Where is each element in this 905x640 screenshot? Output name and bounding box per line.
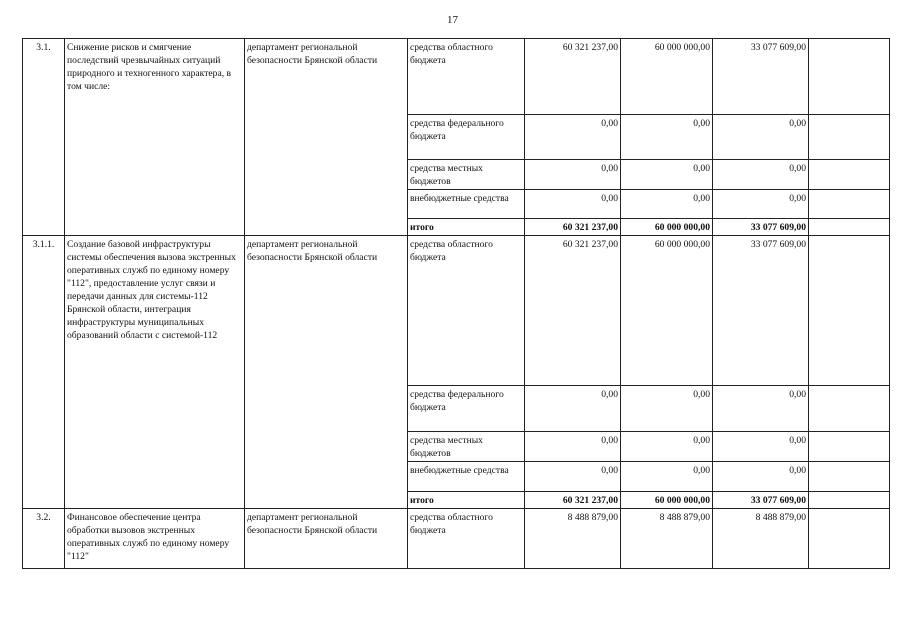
item-number: 3.1.1. xyxy=(23,236,65,509)
amount-cell: 0,00 xyxy=(713,432,809,462)
amount-cell: 33 077 609,00 xyxy=(713,236,809,386)
empty-cell xyxy=(809,160,890,190)
total-label: итого xyxy=(408,492,525,509)
amount-cell: 33 077 609,00 xyxy=(713,39,809,115)
funding-source: средства областного бюджета xyxy=(408,236,525,386)
amount-cell: 0,00 xyxy=(713,160,809,190)
item-executor: департамент региональной безопасности Брянской области xyxy=(245,236,408,509)
funding-source: внебюджетные средства xyxy=(408,462,525,492)
funding-source: средства местных бюджетов xyxy=(408,160,525,190)
amount-cell: 0,00 xyxy=(525,432,621,462)
amount-cell: 0,00 xyxy=(621,386,713,432)
amount-cell: 0,00 xyxy=(525,115,621,160)
amount-cell: 60 321 237,00 xyxy=(525,39,621,115)
item-executor: департамент региональной безопасности Брянской области xyxy=(245,39,408,236)
total-amount: 60 321 237,00 xyxy=(525,492,621,509)
budget-table xyxy=(22,38,890,569)
total-amount: 33 077 609,00 xyxy=(713,492,809,509)
total-amount: 60 321 237,00 xyxy=(525,219,621,236)
empty-cell xyxy=(809,115,890,160)
total-label: итого xyxy=(408,219,525,236)
table-row xyxy=(23,509,890,569)
table-row xyxy=(23,39,890,115)
item-name: Создание базовой инфраструктуры системы обеспечения вызова экстренных оперативных служб по единому номеру "112", предоставление услуг связи и передачи данных для системы-112 Брянской области, интеграция инфраструктуры муниципальных образований области с системой-112 xyxy=(65,236,245,509)
amount-cell: 0,00 xyxy=(713,386,809,432)
amount-cell: 0,00 xyxy=(621,462,713,492)
empty-cell xyxy=(809,462,890,492)
amount-cell: 0,00 xyxy=(713,462,809,492)
page-number: 17 xyxy=(447,14,458,26)
amount-cell: 60 000 000,00 xyxy=(621,39,713,115)
table-row xyxy=(23,236,890,386)
amount-cell: 60 000 000,00 xyxy=(621,236,713,386)
amount-cell: 8 488 879,00 xyxy=(713,509,809,569)
item-number: 3.1. xyxy=(23,39,65,236)
item-number: 3.2. xyxy=(23,509,65,569)
total-amount: 60 000 000,00 xyxy=(621,219,713,236)
amount-cell: 60 321 237,00 xyxy=(525,236,621,386)
empty-cell xyxy=(809,509,890,569)
item-name: Снижение рисков и смягчение последствий чрезвычайных ситуаций природного и техногенного характера, в том числе: xyxy=(65,39,245,236)
amount-cell: 0,00 xyxy=(525,160,621,190)
amount-cell: 0,00 xyxy=(621,160,713,190)
item-executor: департамент региональной безопасности Брянской области xyxy=(245,509,408,569)
amount-cell: 0,00 xyxy=(713,190,809,219)
item-name: Финансовое обеспечение центра обработки вызовов экстренных оперативных служб по единому номеру "112" xyxy=(65,509,245,569)
amount-cell: 0,00 xyxy=(713,115,809,160)
amount-cell: 0,00 xyxy=(621,432,713,462)
amount-cell: 0,00 xyxy=(621,115,713,160)
empty-cell xyxy=(809,219,890,236)
empty-cell xyxy=(809,432,890,462)
funding-source: средства федерального бюджета xyxy=(408,115,525,160)
amount-cell: 0,00 xyxy=(621,190,713,219)
empty-cell xyxy=(809,236,890,386)
amount-cell: 0,00 xyxy=(525,386,621,432)
total-amount: 33 077 609,00 xyxy=(713,219,809,236)
funding-source: средства областного бюджета xyxy=(408,39,525,115)
funding-source: средства областного бюджета xyxy=(408,509,525,569)
total-amount: 60 000 000,00 xyxy=(621,492,713,509)
empty-cell xyxy=(809,386,890,432)
amount-cell: 0,00 xyxy=(525,462,621,492)
empty-cell xyxy=(809,190,890,219)
funding-source: средства федерального бюджета xyxy=(408,386,525,432)
funding-source: внебюджетные средства xyxy=(408,190,525,219)
amount-cell: 0,00 xyxy=(525,190,621,219)
amount-cell: 8 488 879,00 xyxy=(621,509,713,569)
empty-cell xyxy=(809,492,890,509)
funding-source: средства местных бюджетов xyxy=(408,432,525,462)
empty-cell xyxy=(809,39,890,115)
amount-cell: 8 488 879,00 xyxy=(525,509,621,569)
